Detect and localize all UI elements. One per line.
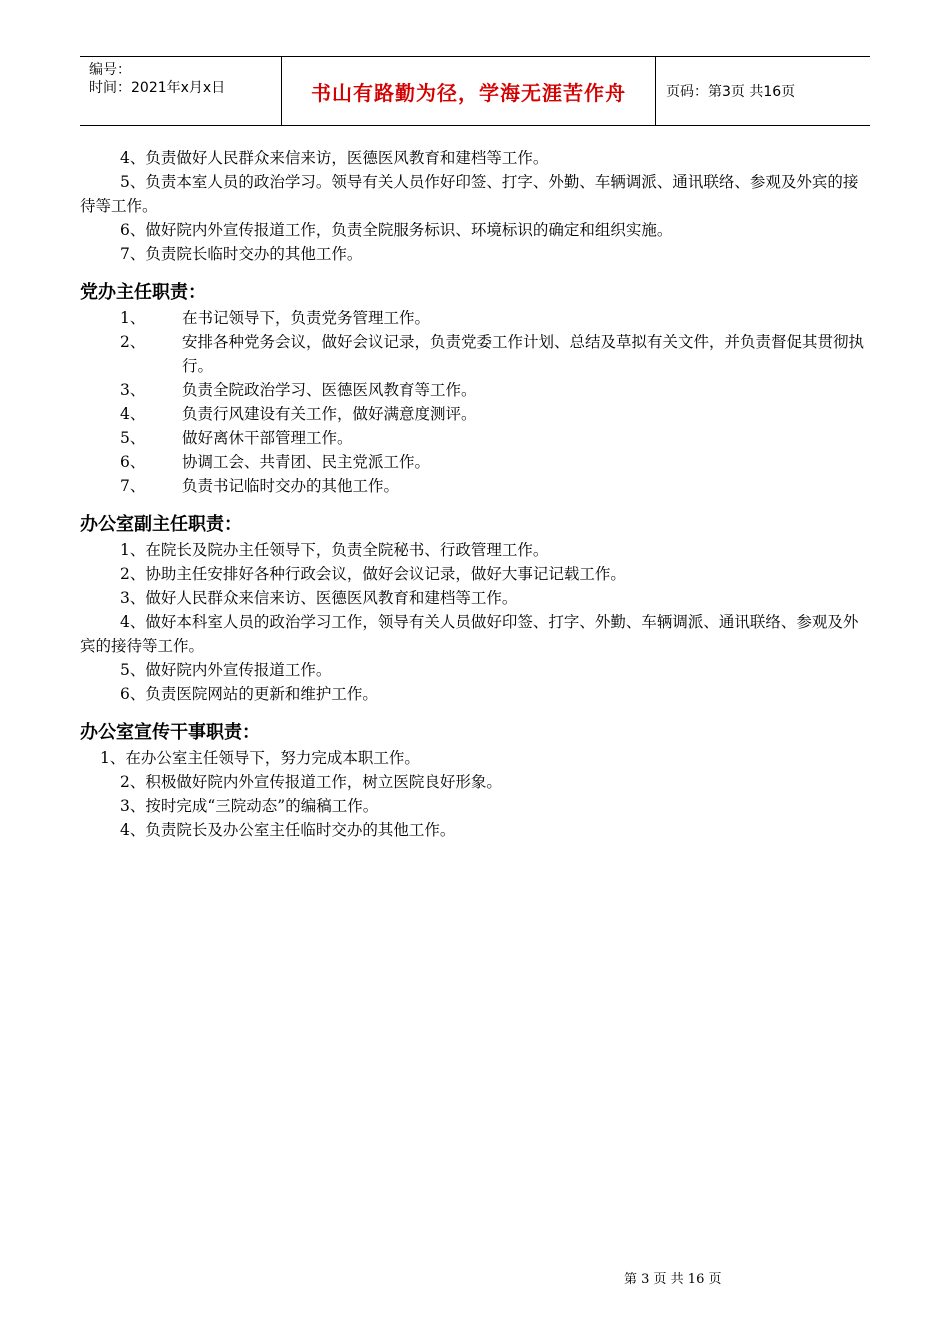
section-heading: 党办主任职责：	[80, 282, 206, 303]
section-heading: 办公室宣传干事职责：	[80, 722, 260, 743]
paragraph: 4、负责院长及办公室主任临时交办的其他工作。	[120, 821, 456, 839]
number-label: 编号：	[89, 62, 131, 78]
list-number: 7、	[120, 477, 146, 495]
list-number: 5、	[120, 429, 146, 447]
list-item	[80, 450, 870, 474]
section-heading: 办公室副主任职责：	[80, 514, 242, 535]
paragraph: 5、做好院内外宣传报道工作。	[120, 661, 332, 679]
page-header	[80, 56, 870, 126]
list-text: 协调工会、共青团、民主党派工作。	[182, 453, 431, 471]
header-motto: 书山有路勤为径，学海无涯苦作舟	[282, 57, 656, 125]
paragraph: 6、做好院内外宣传报道工作，负责全院服务标识、环境标识的确定和组织实施。	[120, 221, 673, 239]
list-text: 在书记领导下，负责党务管理工作。	[182, 309, 431, 327]
paragraph: 6、负责医院网站的更新和维护工作。	[120, 685, 378, 703]
list-text: 负责行风建设有关工作，做好满意度测评。	[182, 405, 477, 423]
list-number: 6、	[120, 453, 146, 471]
header-page-info: 页码：第3页 共16页	[666, 84, 796, 100]
list-item	[80, 330, 870, 378]
paragraph: 4、做好本科室人员的政治学习工作，领导有关人员做好印签、打字、外勤、车辆调派、通讯联络、参观及外宾的接待等工作。	[80, 613, 859, 655]
paragraph: 3、按时完成“三院动态”的编稿工作。	[120, 797, 379, 815]
header-meta	[80, 57, 282, 125]
paragraph: 1、在办公室主任领导下，努力完成本职工作。	[100, 749, 420, 767]
list-number: 1、	[120, 309, 146, 327]
footer-page-number: 第 3 页 共 16 页	[624, 1272, 722, 1287]
list-item	[80, 474, 870, 498]
list-item	[80, 306, 870, 330]
list-item	[80, 378, 870, 402]
paragraph: 4、负责做好人民群众来信来访，医德医风教育和建档等工作。	[120, 149, 549, 167]
list-text: 安排各种党务会议，做好会议记录，负责党委工作计划、总结及草拟有关文件，并负责督促其贯彻执行。	[182, 333, 865, 375]
paragraph: 5、负责本室人员的政治学习。领导有关人员作好印签、打字、外勤、车辆调派、通讯联络、参观及外宾的接待等工作。	[80, 173, 859, 215]
paragraph: 2、积极做好院内外宣传报道工作，树立医院良好形象。	[120, 773, 502, 791]
list-text: 做好离休干部管理工作。	[182, 429, 353, 447]
paragraph: 1、在院长及院办主任领导下，负责全院秘书、行政管理工作。	[120, 541, 549, 559]
list-number: 4、	[120, 405, 146, 423]
list-text: 负责书记临时交办的其他工作。	[182, 477, 400, 495]
list-item	[80, 402, 870, 426]
time-label: 时间：2021年x月x日	[89, 80, 226, 96]
paragraph: 7、负责院长临时交办的其他工作。	[120, 245, 363, 263]
paragraph: 3、做好人民群众来信来访、医德医风教育和建档等工作。	[120, 589, 518, 607]
paragraph: 2、协助主任安排好各种行政会议，做好会议记录，做好大事记记载工作。	[120, 565, 626, 583]
list-item	[80, 426, 870, 450]
list-number: 2、	[120, 333, 146, 351]
list-text: 负责全院政治学习、医德医风教育等工作。	[182, 381, 477, 399]
document-body	[80, 146, 870, 842]
list-number: 3、	[120, 381, 146, 399]
